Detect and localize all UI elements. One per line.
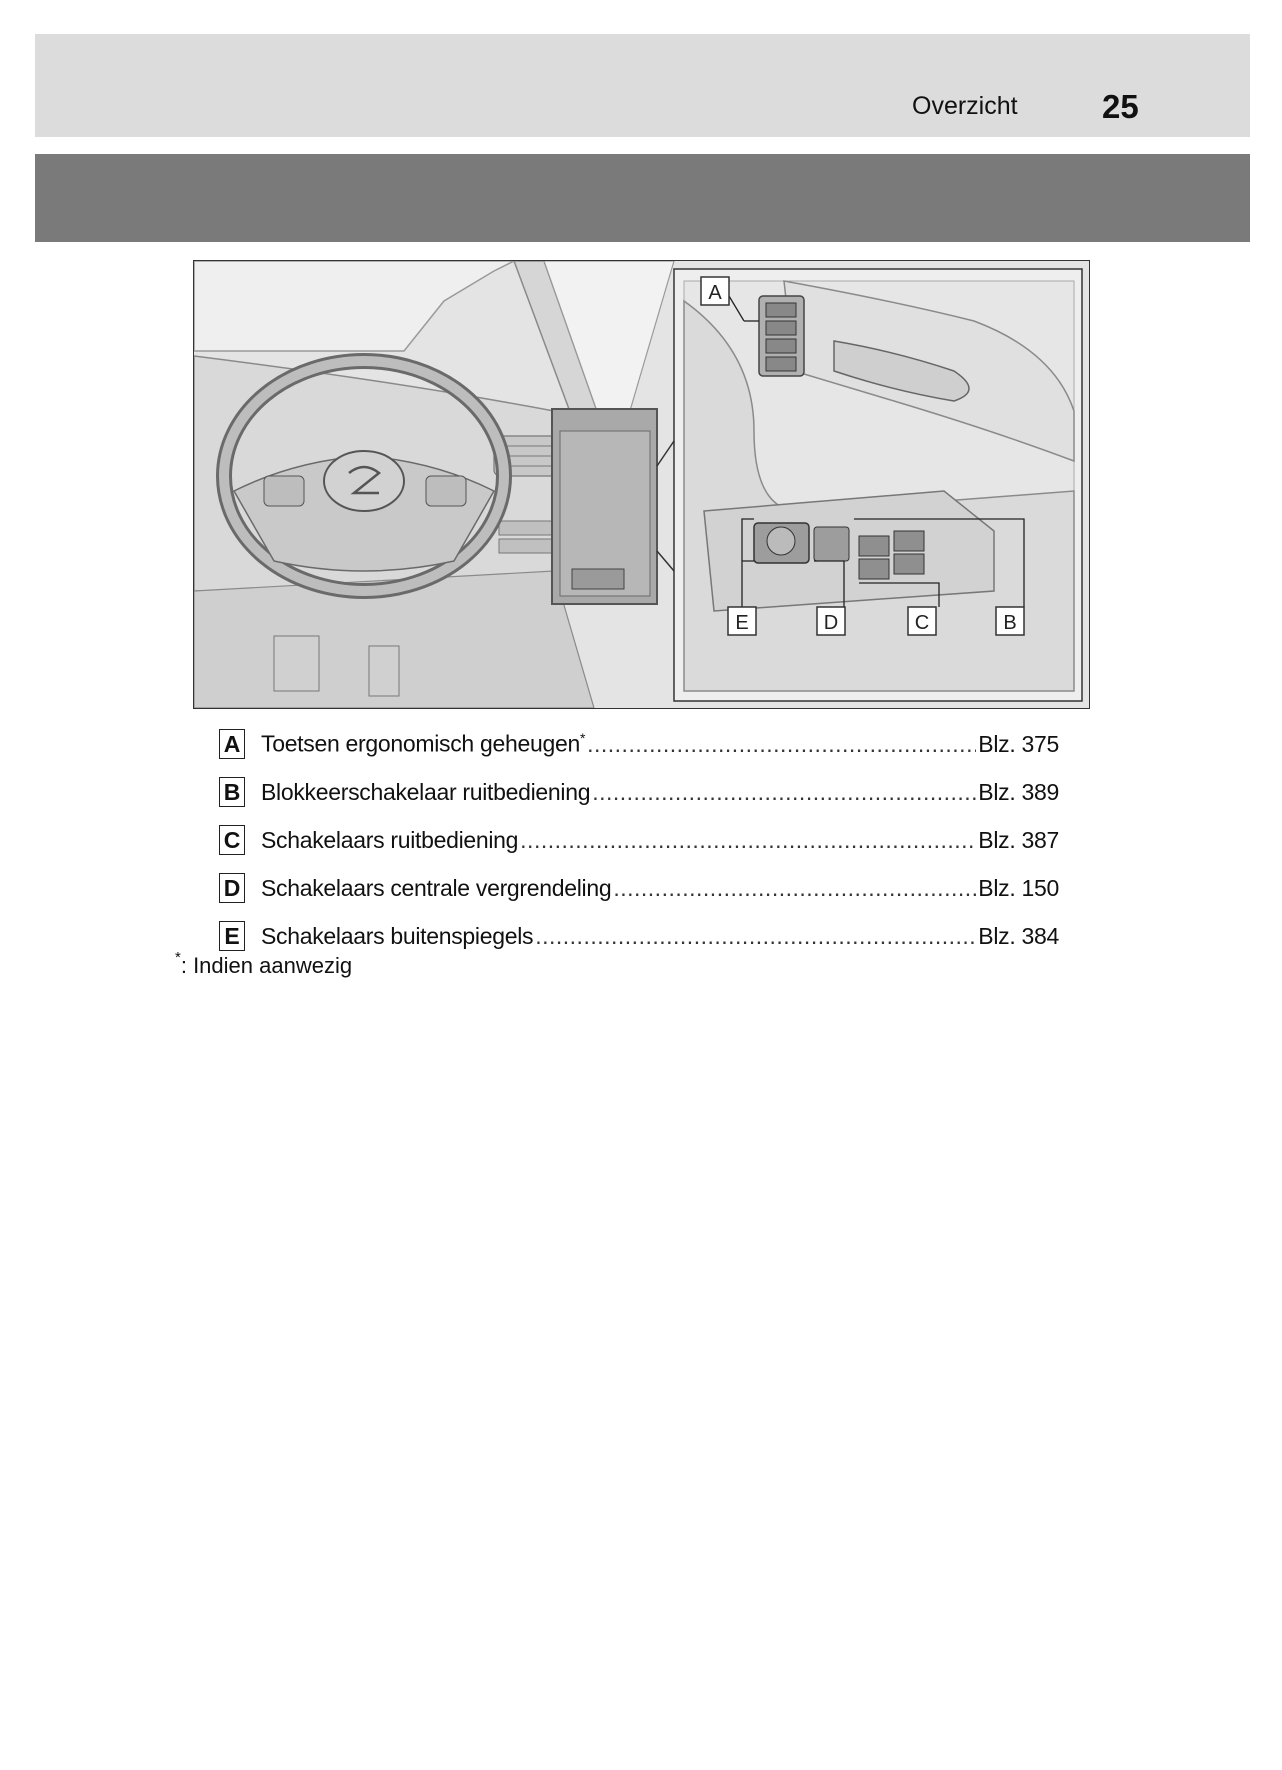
list-item [219, 720, 1059, 768]
section-title: Overzicht [912, 92, 1018, 120]
page-reference: Blz. 387 [978, 826, 1059, 853]
callout-d: D [823, 612, 839, 634]
list-item [219, 864, 1059, 912]
callout-e: E [735, 612, 749, 634]
page-number: 25 [1102, 88, 1139, 125]
item-letter: B [219, 777, 245, 807]
leader-dots [535, 923, 976, 950]
callout-b: B [1003, 612, 1017, 634]
footnote-marker: * [175, 949, 181, 966]
footnote-text: : Indien aanwezig [180, 953, 353, 978]
header-band [35, 34, 1250, 137]
component-list [219, 720, 1059, 960]
list-item [219, 816, 1059, 864]
item-label: Blokkeerschakelaar ruitbediening [261, 778, 591, 805]
dashboard-illustration [193, 260, 1090, 709]
list-item [219, 768, 1059, 816]
item-letter: C [219, 825, 245, 855]
item-letter: D [219, 873, 245, 903]
page-reference: Blz. 150 [978, 874, 1059, 901]
footnote [175, 949, 353, 979]
item-label: Schakelaars buitenspiegels [261, 922, 534, 949]
item-letter: E [219, 921, 245, 951]
leader-dots [592, 779, 976, 806]
item-label: Schakelaars centrale vergrendeling [261, 874, 612, 901]
leader-dots [613, 875, 976, 902]
item-letter: A [219, 729, 245, 759]
item-label: Schakelaars ruitbediening [261, 826, 519, 853]
callout-a: A [708, 282, 722, 304]
page-reference: Blz. 375 [978, 730, 1059, 757]
page-reference: Blz. 384 [978, 922, 1059, 949]
item-label: Toetsen ergonomisch geheugen* [261, 730, 586, 757]
leader-dots [520, 827, 976, 854]
callout-c: C [914, 612, 930, 634]
header-dark-band [35, 154, 1250, 242]
leader-dots [587, 731, 976, 758]
page-reference: Blz. 389 [978, 778, 1059, 805]
